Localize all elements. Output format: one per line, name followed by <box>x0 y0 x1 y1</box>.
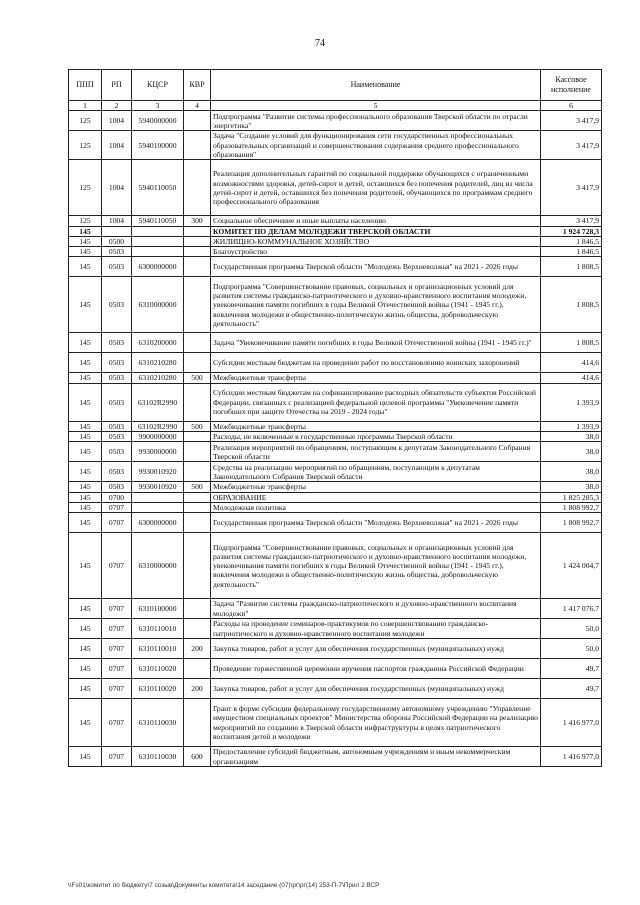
cell-name: Межбюджетные трансферты <box>211 373 541 383</box>
cell-ppp: 145 <box>69 533 102 599</box>
cell-amount: 49,7 <box>541 659 602 679</box>
column-number: 6 <box>541 101 602 111</box>
header-kcsr: КЦСР <box>132 70 184 101</box>
cell-amount: 1 416 977,0 <box>541 747 602 767</box>
cell-kcsr <box>132 226 184 236</box>
cell-name: Подпрограмма "Совершенствование правовых, социальных и организационных условий для развития системы гражданско-патриотического и духовно-нравственного воспитания молодежи, увековечивания памяти погибших в годы Великой Отечественной войны (1941 - 1945 гг.), вовлечения молодежи в общественно-политическую жизнь общества, добровольческую деятельность" <box>211 277 541 333</box>
cell-ppp: 145 <box>69 502 102 512</box>
cell-kcsr <box>132 502 184 512</box>
table-row <box>69 111 602 131</box>
cell-amount: 1 825 285,3 <box>541 492 602 502</box>
cell-name: Межбюджетные трансферты <box>211 421 541 431</box>
cell-ppp: 145 <box>69 599 102 619</box>
cell-kcsr: 6300000000 <box>132 513 184 533</box>
cell-amount: 3 417,9 <box>541 111 602 131</box>
cell-name: Расходы, не включенные в государственные программы Тверской области <box>211 432 541 442</box>
cell-kvr <box>184 619 211 639</box>
table-row <box>69 513 602 533</box>
cell-ppp: 125 <box>69 111 102 131</box>
cell-kcsr: 6310110010 <box>132 619 184 639</box>
cell-ppp: 145 <box>69 619 102 639</box>
cell-ppp: 145 <box>69 679 102 699</box>
cell-amount: 50,0 <box>541 639 602 659</box>
cell-kcsr: 6310110020 <box>132 679 184 699</box>
header-name: Наименование <box>211 70 541 101</box>
cell-name: Молодежная политика <box>211 502 541 512</box>
cell-kvr <box>184 432 211 442</box>
cell-amount: 1 808,5 <box>541 257 602 277</box>
cell-name: Благоустройство <box>211 247 541 257</box>
cell-name: Проведение торжественной церемонии вручения паспортов гражданина Российской Федерации <box>211 659 541 679</box>
cell-rp: 0503 <box>102 383 132 421</box>
cell-name: Предоставление субсидий бюджетным, автономным учреждениям и иным некоммерческим организациям <box>211 747 541 767</box>
cell-ppp: 145 <box>69 333 102 353</box>
cell-ppp: 145 <box>69 492 102 502</box>
cell-rp: 0700 <box>102 492 132 502</box>
table-row <box>69 747 602 767</box>
table-row <box>69 599 602 619</box>
cell-kvr <box>184 502 211 512</box>
cell-rp: 0707 <box>102 659 132 679</box>
cell-rp: 0503 <box>102 421 132 431</box>
cell-kvr <box>184 699 211 747</box>
cell-kcsr: 6310110030 <box>132 699 184 747</box>
cell-name: Грант в форме субсидии федеральному государственному автономному учреждению "Управление имуществом специальных проектов" Министерства обороны Российской Федерации на реализацию мероприятий по созданию в Тверской области инфраструктуры в целях патриотического воспитания детей и молодежи <box>211 699 541 747</box>
cell-ppp: 145 <box>69 277 102 333</box>
table-row <box>69 533 602 599</box>
cell-kcsr: 6310110020 <box>132 659 184 679</box>
table-row <box>69 639 602 659</box>
cell-kvr <box>184 160 211 216</box>
cell-kcsr: 5940110050 <box>132 160 184 216</box>
cell-kcsr: 6310110010 <box>132 639 184 659</box>
cell-kvr <box>184 462 211 482</box>
cell-rp: 0503 <box>102 333 132 353</box>
cell-rp: 0503 <box>102 353 132 373</box>
cell-ppp: 145 <box>69 659 102 679</box>
cell-rp: 0707 <box>102 747 132 767</box>
cell-kcsr: 6310100000 <box>132 599 184 619</box>
column-number: 5 <box>211 101 541 111</box>
page-number: 74 <box>315 38 325 49</box>
cell-kvr <box>184 533 211 599</box>
cell-rp: 1004 <box>102 160 132 216</box>
cell-rp: 0503 <box>102 373 132 383</box>
cell-amount: 1 393,9 <box>541 421 602 431</box>
cell-amount: 1 846,5 <box>541 247 602 257</box>
table-row <box>69 216 602 226</box>
cell-rp: 0707 <box>102 533 132 599</box>
cell-rp: 0707 <box>102 619 132 639</box>
cell-kcsr: 6300000000 <box>132 257 184 277</box>
cell-kvr: 200 <box>184 639 211 659</box>
cell-amount: 38,0 <box>541 462 602 482</box>
cell-amount: 1 808 992,7 <box>541 513 602 533</box>
table-row <box>69 383 602 421</box>
table-row <box>69 333 602 353</box>
cell-kcsr: 5940100000 <box>132 131 184 160</box>
cell-amount: 1 424 004,7 <box>541 533 602 599</box>
header-rp: РП <box>102 70 132 101</box>
cell-kvr <box>184 131 211 160</box>
cell-name: Подпрограмма "Совершенствование правовых, социальных и организационных условий для развития системы гражданско-патриотического и духовно-нравственного воспитания молодежи, увековечивания памяти погибших в годы Великой Отечественной войны (1941 - 1945 гг.), вовлечения молодежи в общественно-политическую жизнь общества, добровольческую деятельность" <box>211 533 541 599</box>
cell-amount: 1 417 076,7 <box>541 599 602 619</box>
cell-kcsr: 6310210280 <box>132 373 184 383</box>
cell-amount: 50,0 <box>541 619 602 639</box>
cell-amount: 3 417,9 <box>541 131 602 160</box>
cell-kvr: 300 <box>184 216 211 226</box>
cell-kcsr: 9930000000 <box>132 442 184 462</box>
cell-amount: 1 808,5 <box>541 333 602 353</box>
cell-amount: 1 846,5 <box>541 236 602 246</box>
cell-amount: 414,6 <box>541 373 602 383</box>
cell-kvr <box>184 383 211 421</box>
cell-kcsr: 6310000000 <box>132 277 184 333</box>
cell-kvr <box>184 659 211 679</box>
cell-name: Закупка товаров, работ и услуг для обеспечения государственных (муниципальных) нужд <box>211 679 541 699</box>
cell-name: ЖИЛИЩНО-КОММУНАЛЬНОЕ ХОЗЯЙСТВО <box>211 236 541 246</box>
cell-kvr: 600 <box>184 747 211 767</box>
cell-rp: 0503 <box>102 257 132 277</box>
cell-ppp: 145 <box>69 383 102 421</box>
cell-name: Государственная программа Тверской области "Молодежь Верхневолжья" на 2021 - 2026 годы <box>211 513 541 533</box>
cell-kcsr: 63102R2990 <box>132 421 184 431</box>
cell-kcsr: 63102R2990 <box>132 383 184 421</box>
table-row <box>69 659 602 679</box>
cell-name: Реализация дополнительных гарантий по социальной поддержке обучающихся с ограниченными возможностями здоровья, детей-сирот и детей, оставшихся без попечения родителей, лиц из числа детей-сирот и детей, оставшихся без попечения родителей, обучающихся по программам среднего профессионального образования <box>211 160 541 216</box>
cell-rp: 0707 <box>102 599 132 619</box>
cell-kvr <box>184 257 211 277</box>
cell-name: Государственная программа Тверской области "Молодежь Верхневолжья" на 2021 - 2026 годы <box>211 257 541 277</box>
footer-file-path: \\Fs01\комитет по бюджету\7 созыв\Документы комитета\14 заседание (07)\рг\рг(14) 253-П-7\Прил 2 ВСР <box>68 882 380 889</box>
cell-kvr <box>184 236 211 246</box>
cell-ppp: 145 <box>69 639 102 659</box>
cell-name: Социальное обеспечение и иные выплаты населению <box>211 216 541 226</box>
cell-amount: 3 417,9 <box>541 216 602 226</box>
cell-name: Задача "Развитие системы гражданско-патриотического и духовно-нравственного воспитания молодежи" <box>211 599 541 619</box>
table-row <box>69 421 602 431</box>
table-row <box>69 226 602 236</box>
cell-name: КОМИТЕТ ПО ДЕЛАМ МОЛОДЕЖИ ТВЕРСКОЙ ОБЛАСТИ <box>211 226 541 236</box>
cell-amount: 1 808,5 <box>541 277 602 333</box>
cell-name: Расходы на проведение семинаров-практикумов по совершенствованию гражданско-патриотического и духовно-нравственного воспитания молодежи <box>211 619 541 639</box>
cell-name: Закупка товаров, работ и услуг для обеспечения государственных (муниципальных) нужд <box>211 639 541 659</box>
table-row <box>69 236 602 246</box>
column-number-row <box>69 101 602 111</box>
cell-amount: 1 416 977,0 <box>541 699 602 747</box>
cell-amount: 38,0 <box>541 482 602 492</box>
cell-ppp: 145 <box>69 462 102 482</box>
cell-kcsr: 6310110030 <box>132 747 184 767</box>
cell-rp: 1004 <box>102 131 132 160</box>
cell-ppp: 145 <box>69 442 102 462</box>
cell-rp <box>102 226 132 236</box>
cell-name: Межбюджетные трансферты <box>211 482 541 492</box>
column-number: 1 <box>69 101 102 111</box>
cell-rp: 0500 <box>102 236 132 246</box>
cell-ppp: 145 <box>69 432 102 442</box>
cell-rp: 0707 <box>102 639 132 659</box>
cell-amount: 38,0 <box>541 432 602 442</box>
cell-kvr <box>184 492 211 502</box>
table-row <box>69 442 602 462</box>
table-row <box>69 699 602 747</box>
cell-rp: 0707 <box>102 513 132 533</box>
cell-kvr: 200 <box>184 679 211 699</box>
cell-name: Реализация мероприятий по обращениям, поступающим к депутатам Законодательного Собрания Тверской области <box>211 442 541 462</box>
table-row <box>69 277 602 333</box>
header-ppp: ППП <box>69 70 102 101</box>
cell-ppp: 145 <box>69 226 102 236</box>
cell-ppp: 145 <box>69 353 102 373</box>
cell-amount: 1 393,9 <box>541 383 602 421</box>
cell-amount: 1 808 992,7 <box>541 502 602 512</box>
cell-kcsr: 9930010920 <box>132 482 184 492</box>
cell-kcsr: 6310210280 <box>132 353 184 373</box>
budget-execution-table <box>68 69 602 767</box>
cell-kcsr: 9930010920 <box>132 462 184 482</box>
cell-ppp: 145 <box>69 247 102 257</box>
cell-amount: 414,6 <box>541 353 602 373</box>
cell-name: Субсидии местным бюджетам на проведение работ по восстановлению воинских захоронений <box>211 353 541 373</box>
cell-kvr <box>184 226 211 236</box>
cell-rp: 0503 <box>102 482 132 492</box>
cell-kvr <box>184 247 211 257</box>
cell-name: Задача "Увековечивание памяти погибших в годы Великой Отечественной войны (1941 - 1945 гг.)" <box>211 333 541 353</box>
cell-ppp: 145 <box>69 421 102 431</box>
cell-amount: 1 924 728,3 <box>541 226 602 236</box>
cell-kvr <box>184 333 211 353</box>
cell-name: Субсидии местным бюджетам на софинансирование расходных обязательств субъектов Российской Федерации, связанных с реализацией федеральной целевой программы "Увековечение памяти погибших при защите Отечества на 2019 - 2024 годы" <box>211 383 541 421</box>
cell-kcsr: 5940000000 <box>132 111 184 131</box>
cell-amount: 38,0 <box>541 442 602 462</box>
table-row <box>69 432 602 442</box>
cell-name: Подпрограмма "Развитие системы профессионального образования Тверской области по отрасли энергетика" <box>211 111 541 131</box>
table-row <box>69 619 602 639</box>
table-row <box>69 247 602 257</box>
column-number: 4 <box>184 101 211 111</box>
cell-ppp: 125 <box>69 216 102 226</box>
cell-kcsr <box>132 492 184 502</box>
cell-ppp: 125 <box>69 160 102 216</box>
cell-kvr <box>184 353 211 373</box>
cell-ppp: 125 <box>69 131 102 160</box>
cell-kcsr <box>132 247 184 257</box>
cell-kcsr: 6310000000 <box>132 533 184 599</box>
table-row <box>69 257 602 277</box>
cell-rp: 0503 <box>102 432 132 442</box>
cell-rp: 0707 <box>102 699 132 747</box>
header-amount: Кассовое исполнение <box>541 70 602 101</box>
cell-ppp: 145 <box>69 513 102 533</box>
cell-kcsr <box>132 236 184 246</box>
cell-kvr <box>184 442 211 462</box>
column-number: 3 <box>132 101 184 111</box>
table-row <box>69 373 602 383</box>
cell-ppp: 145 <box>69 236 102 246</box>
table-row <box>69 131 602 160</box>
table-row <box>69 462 602 482</box>
cell-amount: 3 417,9 <box>541 160 602 216</box>
cell-rp: 1004 <box>102 111 132 131</box>
cell-rp: 0707 <box>102 679 132 699</box>
cell-kvr <box>184 513 211 533</box>
cell-kvr: 500 <box>184 421 211 431</box>
cell-kvr <box>184 599 211 619</box>
cell-kcsr: 6310200000 <box>132 333 184 353</box>
cell-kcsr: 5940110050 <box>132 216 184 226</box>
table-row <box>69 679 602 699</box>
cell-kvr <box>184 277 211 333</box>
table-row <box>69 160 602 216</box>
cell-rp: 0503 <box>102 247 132 257</box>
cell-ppp: 145 <box>69 699 102 747</box>
cell-kvr: 500 <box>184 482 211 492</box>
cell-kvr: 500 <box>184 373 211 383</box>
cell-rp: 0503 <box>102 442 132 462</box>
cell-rp: 0503 <box>102 277 132 333</box>
header-kvr: КВР <box>184 70 211 101</box>
cell-rp: 0707 <box>102 502 132 512</box>
table-header-row <box>69 70 602 101</box>
table-row <box>69 482 602 492</box>
table-row <box>69 353 602 373</box>
cell-ppp: 145 <box>69 257 102 277</box>
cell-kvr <box>184 111 211 131</box>
cell-ppp: 145 <box>69 747 102 767</box>
table-row <box>69 492 602 502</box>
table-row <box>69 502 602 512</box>
column-number: 2 <box>102 101 132 111</box>
cell-amount: 49,7 <box>541 679 602 699</box>
cell-ppp: 145 <box>69 482 102 492</box>
cell-rp: 1004 <box>102 216 132 226</box>
cell-kcsr: 9900000000 <box>132 432 184 442</box>
cell-name: Задача "Создание условий для функционирования сети государственных профессиональных образовательных организаций и совершенствования содержания среднего профессионального образования" <box>211 131 541 160</box>
cell-name: Средства на реализацию мероприятий по обращениям, поступающим к депутатам Законодательного Собрания Тверской области <box>211 462 541 482</box>
cell-ppp: 145 <box>69 373 102 383</box>
cell-rp: 0503 <box>102 462 132 482</box>
table-body <box>69 111 602 767</box>
cell-name: ОБРАЗОВАНИЕ <box>211 492 541 502</box>
